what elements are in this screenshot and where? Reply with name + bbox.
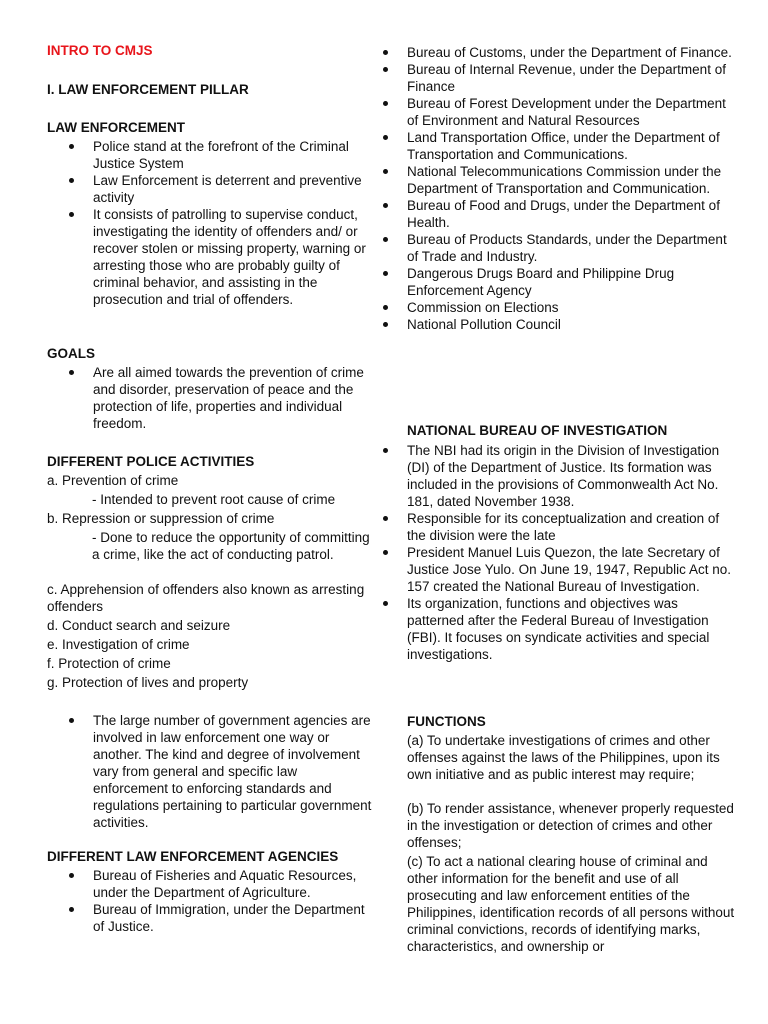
bullet-icon xyxy=(383,67,388,72)
bullet-icon xyxy=(383,305,388,310)
list-item: Police stand at the forefront of the Criminal Justice System xyxy=(47,138,372,172)
bullet-icon xyxy=(69,873,74,878)
list-item: It consists of patrolling to supervise conduct, investigating the identity of offenders and/ or recover stolen or missing property, warning or arresting those who are probably guilty of criminal behavior, and assisting in the prosecution and trial of offenders. xyxy=(47,206,372,308)
list-item: Dangerous Drugs Board and Philippine Drug Enforcement Agency xyxy=(361,265,737,299)
activity-d: d. Conduct search and seizure xyxy=(47,618,231,633)
law-enforcement-heading: LAW ENFORCEMENT xyxy=(47,120,185,135)
list-item: Bureau of Products Standards, under the Department of Trade and Industry. xyxy=(361,231,737,265)
bullet-icon xyxy=(383,237,388,242)
law-enforcement-list xyxy=(47,138,372,308)
bullet-icon xyxy=(383,101,388,106)
activity-g: g. Protection of lives and property xyxy=(47,675,249,690)
bullet-icon xyxy=(383,50,388,55)
activity-a: a. Prevention of crime xyxy=(47,473,179,488)
goals-list xyxy=(47,364,372,432)
list-item: Bureau of Immigration, under the Department of Justice. xyxy=(47,901,372,935)
bullet-icon xyxy=(383,550,388,555)
function-b: (b) To render assistance, whenever properly requested in the investigation or detection of crimes and other offenses; xyxy=(407,801,734,850)
bullet-icon xyxy=(383,169,388,174)
list-item: The large number of government agencies are involved in law enforcement one way or another. The kind and degree of involvement vary from general and specific law enforcement to enforcing standards and regulations pertaining to particular government activities. xyxy=(47,712,372,831)
activity-e: e. Investigation of crime xyxy=(47,637,190,652)
list-item: Bureau of Fisheries and Aquatic Resources, under the Department of Agriculture. xyxy=(47,867,372,901)
nbi-heading: NATIONAL BUREAU OF INVESTIGATION xyxy=(407,423,668,438)
pillar-heading: I. LAW ENFORCEMENT PILLAR xyxy=(47,82,249,97)
list-item: Are all aimed towards the prevention of crime and disorder, preservation of peace and the protection of life, properties and individual freedom. xyxy=(47,364,372,432)
bullet-icon xyxy=(383,203,388,208)
nbi-list xyxy=(361,442,737,663)
list-item: Land Transportation Office, under the Department of Transportation and Communications. xyxy=(361,129,737,163)
activity-b-note: - Done to reduce the opportunity of committing a crime, like the act of conducting patrol. xyxy=(92,530,370,562)
list-item: Responsible for its conceptualization and creation of the division were the late xyxy=(361,510,737,544)
bullet-icon xyxy=(383,516,388,521)
bullet-icon xyxy=(383,448,388,453)
bullet-icon xyxy=(69,212,74,217)
activity-c: c. Apprehension of offenders also known as arresting offenders xyxy=(47,582,365,614)
agencies-intro-list xyxy=(47,712,372,831)
agencies-heading: DIFFERENT LAW ENFORCEMENT AGENCIES xyxy=(47,849,339,864)
list-item: Law Enforcement is deterrent and preventive activity xyxy=(47,172,372,206)
bullet-icon xyxy=(383,601,388,606)
bullet-icon xyxy=(69,144,74,149)
bullet-icon xyxy=(69,907,74,912)
list-item: National Pollution Council xyxy=(361,316,737,333)
list-item: Bureau of Customs, under the Department of Finance. xyxy=(361,44,737,61)
list-item: Commission on Elections xyxy=(361,299,737,316)
list-item: Bureau of Forest Development under the Department of Environment and Natural Resources xyxy=(361,95,737,129)
agencies-continued-list xyxy=(361,44,737,333)
functions-heading: FUNCTIONS xyxy=(407,714,486,729)
activity-f: f. Protection of crime xyxy=(47,656,171,671)
function-a: (a) To undertake investigations of crimes and other offenses against the laws of the Philippines, upon its own initiative and as public interest may require; xyxy=(407,733,720,782)
list-item: The NBI had its origin in the Division of Investigation (DI) of the Department of Justice. Its formation was included in the provisions of Commonwealth Act No. 181, dated November 1938. xyxy=(361,442,737,510)
police-activities-heading: DIFFERENT POLICE ACTIVITIES xyxy=(47,454,255,469)
activity-a-note: - Intended to prevent root cause of crime xyxy=(92,492,336,507)
goals-heading: GOALS xyxy=(47,346,96,361)
agencies-list xyxy=(47,867,372,935)
function-c: (c) To act a national clearing house of criminal and other information for the benefit and use of all prosecuting and law enforcement entities of the Philippines, identification records of all persons without criminal convictions, records of identifying marks, characteristics, and ownership or xyxy=(407,854,735,954)
bullet-icon xyxy=(383,322,388,327)
document-title: INTRO TO CMJS xyxy=(47,43,153,58)
bullet-icon xyxy=(69,718,74,723)
bullet-icon xyxy=(69,370,74,375)
list-item: Its organization, functions and objectives was patterned after the Federal Bureau of Investigation (FBI). It focuses on syndicate activities and special investigations. xyxy=(361,595,737,663)
list-item: National Telecommunications Commission under the Department of Transportation and Communication. xyxy=(361,163,737,197)
list-item: Bureau of Food and Drugs, under the Department of Health. xyxy=(361,197,737,231)
activity-b: b. Repression or suppression of crime xyxy=(47,511,275,526)
bullet-icon xyxy=(69,178,74,183)
list-item: Bureau of Internal Revenue, under the Department of Finance xyxy=(361,61,737,95)
list-item: President Manuel Luis Quezon, the late Secretary of Justice Jose Yulo. On June 19, 1947, Republic Act no. 157 created the National Bureau of Investigation. xyxy=(361,544,737,595)
bullet-icon xyxy=(383,271,388,276)
bullet-icon xyxy=(383,135,388,140)
